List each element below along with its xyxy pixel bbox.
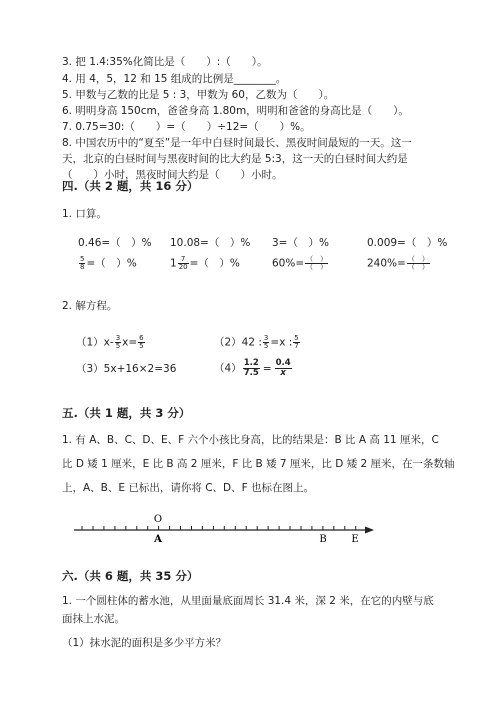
fraction: $\frac{3}{5}$ [115, 334, 121, 350]
cylinder-question-line-2: 面抹上水泥。 [62, 613, 125, 625]
equation-title: 2. 解方程。 [62, 300, 118, 312]
question-5: 5. 甲数与乙数的比是 5 : 3，甲数为 60，乙数为（ ）。 [62, 89, 335, 101]
fraction: $\frac{7}{20}$ [178, 255, 188, 271]
point-label-e: E [351, 534, 359, 545]
fraction: $\frac{6}{5}$ [139, 334, 144, 350]
calc-5: $\frac{5}{8}$ =（ ）% [80, 255, 137, 271]
calc-8: 240%= $\frac{( )}{( )}$ [367, 255, 429, 271]
question-4: 4. 用 4，5，12 和 15 组成的比例是________。 [62, 73, 287, 85]
section-6-heading: 六.（共 6 题，共 35 分） [62, 569, 199, 583]
calc-3: 3=（ ）% [272, 237, 329, 249]
height-question-line-2: 比 D 矮 1 厘米，E 比 B 高 2 厘米，F 比 B 矮 7 厘米，比 D 矮 2 厘米，在一条数轴 [62, 458, 455, 470]
point-label-a: A [154, 534, 162, 545]
question-8-line-3: （ ）小时，黑夜时间大约是（ ）小时。 [62, 169, 283, 181]
cylinder-subquestion-1: （1）抹水泥的面积是多少平方米？ [62, 637, 227, 649]
calc-1: 0.46=（ ）% [78, 237, 152, 249]
fraction: $\frac{( )}{( )}$ [407, 255, 429, 271]
section-5-heading: 五.（共 1 题，共 3 分） [62, 406, 191, 420]
origin-label: O [153, 514, 163, 525]
calc-4: 0.009=（ ）% [367, 237, 448, 249]
fraction: $\frac{5}{8}$ [80, 255, 85, 271]
equation-1: （1）x- $\frac{3}{5}$ x= $\frac{6}{5}$ [76, 334, 144, 350]
question-8-line-1: 8. 中国农历中的“夏至”是一年中白昼时间最长、黑夜时间最短的一天。这一 [62, 137, 412, 149]
height-question-line-1: 1. 有 A、B、C、D、E、F 六个小孩比身高，比的结果是：B 比 A 高 11 厘米，C [62, 434, 439, 446]
section-4-heading: 四.（共 2 题，共 16 分） [62, 179, 199, 193]
question-6: 6. 明明身高 150cm，爸爸身高 1.80m，明明和爸爸的身高比是（ ）。 [62, 105, 409, 117]
calc-2: 10.08=（ ）% [170, 237, 251, 249]
arrow-icon [365, 527, 374, 534]
fraction: $\frac{0.4}{x}$ [275, 358, 291, 378]
equation-2: （2）42 : $\frac{3}{5}$ =x : $\frac{5}{7}$ [214, 334, 299, 350]
fraction: $\frac{5}{7}$ [294, 334, 299, 350]
question-3: 3. 把 1.4:35%化简比是（ ）:（ ）。 [62, 56, 268, 68]
calc-6: 1 $\frac{7}{20}$ =（ ）% [170, 255, 240, 271]
question-7: 7. 0.75=30:（ ）=（ ）÷12=（ ）%。 [62, 121, 311, 133]
oral-calc-title: 1. 口算。 [62, 208, 107, 220]
fraction: $\frac{3}{5}$ [263, 334, 269, 350]
calc-7: 60%= $\frac{( )}{( )}$ [272, 255, 328, 271]
fraction: $\frac{( )}{( )}$ [306, 255, 328, 271]
question-8-line-2: 天，北京的白昼时间与黑夜时间的比大约是 5:3，这一天的白昼时间大约是 [62, 153, 408, 165]
point-label-b: B [319, 534, 327, 545]
cylinder-question-line-1: 1. 一个圆柱体的蓄水池，从里面量底面周长 31.4 米，深 2 米，在它的内壁与底 [62, 595, 434, 607]
height-question-line-3: 上，A、B、E 已标出，请你将 C、D、F 也标在图上。 [62, 482, 314, 494]
number-line [0, 510, 500, 546]
equation-3: （3）5x+16×2=36 [76, 363, 177, 375]
fraction: $\frac{1.2}{7.5}$ [243, 358, 259, 378]
equation-4: （4） $\frac{1.2}{7.5}$ = $\frac{0.4}{x}$ [214, 358, 291, 378]
